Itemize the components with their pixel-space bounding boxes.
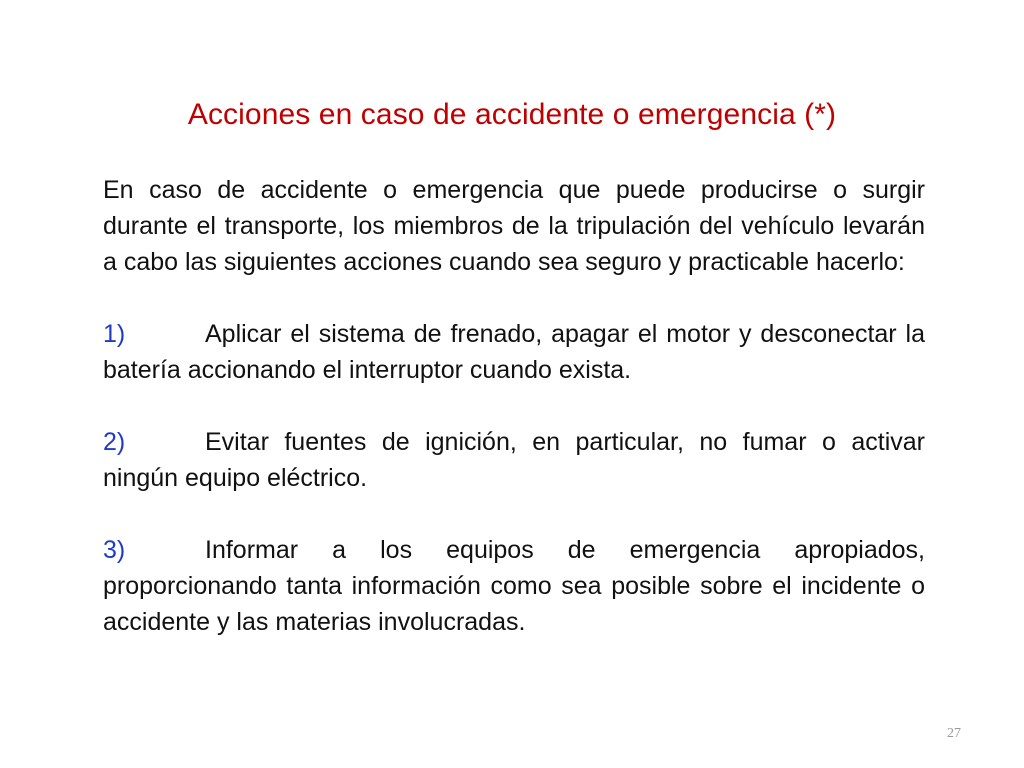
item-text: Aplicar el sistema de frenado, apagar el motor y desconectar la batería accionando el interruptor cuando exista. <box>103 320 925 384</box>
list-item <box>103 424 925 496</box>
list-item <box>103 532 925 640</box>
slide-body <box>103 172 925 640</box>
item-text: Informar a los equipos de emergencia apropiados, proporcionando tanta información como sea posible sobre el incidente o accidente y las materias involucradas. <box>103 536 925 636</box>
slide-title: Acciones en caso de accidente o emergencia (*) <box>187 98 837 131</box>
item-number: 2) <box>103 428 126 456</box>
intro-paragraph: En caso de accidente o emergencia que puede producirse o surgir durante el transporte, los miembros de la tripulación del vehículo levarán a cabo las siguientes acciones cuando sea seguro y practicable hacerlo: <box>103 176 925 276</box>
item-text: Evitar fuentes de ignición, en particular, no fumar o activar ningún equipo eléctrico. <box>103 428 925 492</box>
item-number: 3) <box>103 536 126 564</box>
list-item <box>103 316 925 388</box>
item-number: 1) <box>103 320 126 348</box>
page-number: 27 <box>947 726 961 741</box>
